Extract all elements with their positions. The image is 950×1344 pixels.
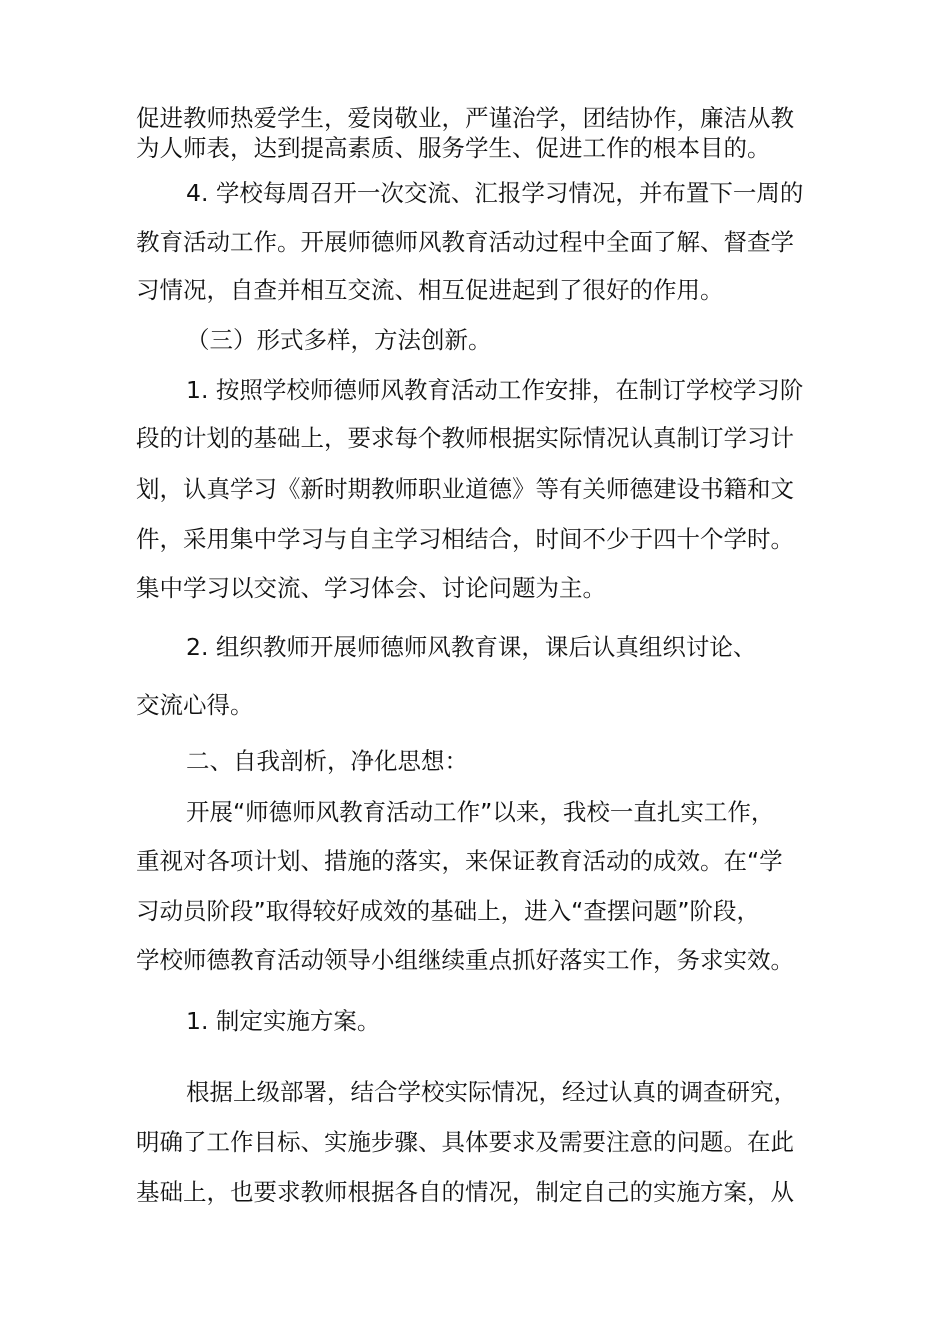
text-line: 基础上，也要求教师根据各自的情况，制定自己的实施方案，从 bbox=[136, 1178, 794, 1206]
text-line: 段的计划的基础上，要求每个教师根据实际情况认真制订学习计 bbox=[136, 424, 794, 452]
text-line: 交流心得。 bbox=[136, 691, 254, 719]
text-line: 重视对各项计划、措施的落实，来保证教育活动的成效。在“学 bbox=[136, 847, 783, 875]
subheading: 1. 制定实施方案。 bbox=[186, 1007, 381, 1035]
text-line: 开展“师德师风教育活动工作”以来，我校一直扎实工作， bbox=[186, 798, 775, 826]
text-line: 根据上级部署，结合学校实际情况，经过认真的调查研究， bbox=[186, 1078, 797, 1106]
text-line: 为人师表，达到提高素质、服务学生、促进工作的根本目的。 bbox=[136, 134, 771, 162]
text-line: 习动员阶段”取得较好成效的基础上，进入“查摆问题”阶段， bbox=[136, 897, 761, 925]
text-line: 划，认真学习《新时期教师职业道德》等有关师德建设书籍和文 bbox=[136, 475, 794, 503]
text-line: 明确了工作目标、实施步骤、具体要求及需要注意的问题。在此 bbox=[136, 1128, 794, 1156]
section-heading: （三）形式多样，方法创新。 bbox=[186, 326, 492, 354]
text-line: 教育活动工作。开展师德师风教育活动过程中全面了解、督查学 bbox=[136, 228, 794, 256]
text-line: 1. 按照学校师德师风教育活动工作安排，在制订学校学习阶 bbox=[186, 376, 804, 404]
text-line: 2. 组织教师开展师德师风教育课，课后认真组织讨论、 bbox=[186, 633, 757, 661]
text-line: 集中学习以交流、学习体会、讨论问题为主。 bbox=[136, 574, 606, 602]
section-heading: 二、自我剖析，净化思想： bbox=[186, 747, 468, 775]
text-line: 学校师德教育活动领导小组继续重点抓好落实工作，务求实效。 bbox=[136, 946, 794, 974]
text-line: 件，采用集中学习与自主学习相结合，时间不少于四十个学时。 bbox=[136, 525, 794, 553]
text-line: 促进教师热爱学生，爱岗敬业，严谨治学，团结协作，廉洁从教 bbox=[136, 104, 794, 132]
text-line: 习情况，自查并相互交流、相互促进起到了很好的作用。 bbox=[136, 276, 724, 304]
text-line: 4. 学校每周召开一次交流、汇报学习情况，并布置下一周的 bbox=[186, 179, 804, 207]
